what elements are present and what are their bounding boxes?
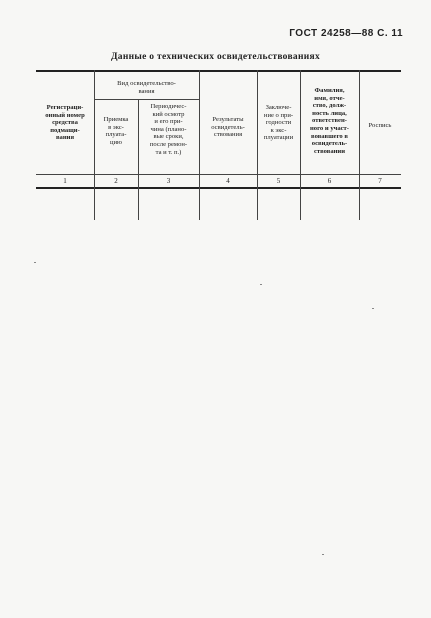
number-row-rule	[36, 187, 401, 189]
column-number-4: 4	[226, 177, 230, 185]
group-header-inspection-type: Вид освидетельство- вания	[117, 80, 176, 95]
col-divider-3	[199, 70, 200, 220]
column-header-results: Результаты освидетель- ствования	[211, 116, 245, 139]
col-divider-4	[257, 70, 258, 220]
column-header-responsible-person: Фамилия, имя, отче- ство, долж- ность лица, ответствен- ного и участ- вовавшего в освидетель- ствовании	[310, 87, 349, 155]
scan-speck	[260, 284, 262, 285]
table-top-rule	[36, 70, 401, 72]
col-divider-6	[359, 70, 360, 220]
column-number-3: 3	[166, 177, 171, 185]
column-number-5: 5	[276, 177, 281, 185]
page-title: Данные о технических освидетельствованиях	[110, 52, 321, 62]
header-bottom-rule	[36, 174, 401, 175]
column-number-6: 6	[327, 177, 332, 185]
scan-speck	[322, 554, 324, 555]
column-header-conclusion: Заключе- ние о при- годности к экс- плуатации	[263, 104, 294, 142]
column-header-registration-number: Регистраци- онный номер средства подмащи- вания	[45, 104, 85, 142]
document-code: ГОСТ 24258—88 С. 11	[289, 28, 403, 39]
group-header-rule	[94, 99, 199, 100]
scan-speck	[34, 262, 36, 263]
scan-speck	[372, 308, 374, 309]
inspection-table	[36, 70, 401, 220]
column-header-signature: Роспись	[368, 122, 392, 129]
column-number-2: 2	[114, 177, 118, 185]
column-number-7: 7	[378, 177, 382, 185]
column-number-1: 1	[63, 177, 67, 185]
column-header-periodic-inspection: Периодичес- кий осмотр и его при- чина (плано- вые сроки, после ремон- та и т. п.)	[149, 103, 188, 156]
column-header-acceptance: Приемка в экс- плуата- цию	[103, 116, 129, 146]
